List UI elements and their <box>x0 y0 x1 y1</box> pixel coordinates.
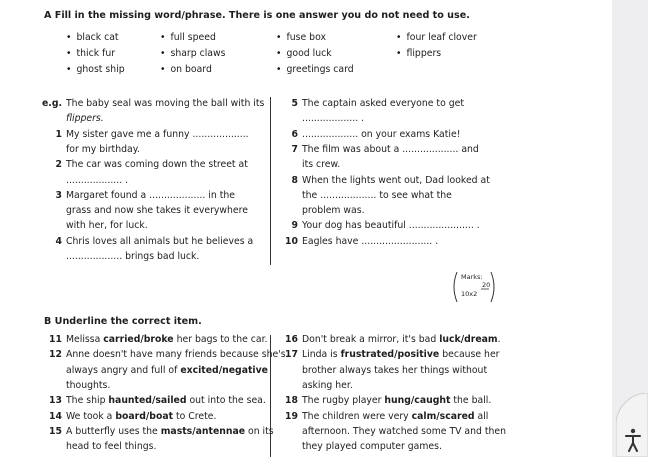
item-text-part: Anne doesn't have many friends because she's <box>66 349 286 361</box>
item-text-part: to Crete. <box>173 410 217 422</box>
section-a-title: A Fill in the missing word/phrase. There is one answer you do not need to use. <box>44 10 470 21</box>
item-text-part: the ball. <box>450 395 492 407</box>
item-text-part: The rugby player <box>302 395 385 407</box>
choice-pair[interactable]: calm/scared <box>411 410 475 422</box>
item-text <box>66 395 266 407</box>
option-item: • ghost ship <box>66 64 125 76</box>
item-text: ................... on your exams Katie! <box>302 128 461 140</box>
item-text-part: out into the sea. <box>186 395 266 407</box>
item-number: 1 <box>55 128 62 140</box>
item-number: 8 <box>291 174 298 186</box>
item-text: My sister gave me a funny ................... <box>66 128 249 140</box>
item-text-part: Don't break a mirror, it's bad <box>302 334 440 345</box>
item-number: 11 <box>49 334 62 345</box>
item-text: its crew. <box>302 159 341 171</box>
scroll-gutter <box>612 0 648 457</box>
item-text-part: all <box>474 410 489 422</box>
accessibility-person-icon <box>616 393 648 457</box>
marks-sub: 10x2 <box>461 290 478 298</box>
item-number: 7 <box>291 143 298 155</box>
item-text-part: brother always takes her things without <box>302 364 488 376</box>
item-text: ................... . <box>66 174 129 186</box>
choice-pair[interactable]: haunted/sailed <box>108 395 187 407</box>
choice-pair[interactable]: masts/antennae <box>160 425 246 437</box>
item-number: 9 <box>291 220 298 232</box>
item-number: 18 <box>285 395 298 407</box>
item-number: 15 <box>49 425 62 437</box>
item-number: 17 <box>285 349 298 361</box>
item-text: The baby seal was moving the ball with its <box>66 98 265 109</box>
marks-box <box>451 270 497 304</box>
item-text: with her, for luck. <box>66 220 148 232</box>
choice-pair[interactable]: board/boat <box>115 410 174 422</box>
item-text <box>66 334 268 346</box>
item-number: 5 <box>291 98 298 109</box>
choice-pair[interactable]: hung/caught <box>384 395 451 407</box>
option-item: • good luck <box>276 48 332 60</box>
item-text <box>66 365 268 377</box>
item-number: 3 <box>55 189 62 201</box>
item-text: Chris loves all animals but he believes a <box>66 235 254 247</box>
item-text <box>302 380 353 392</box>
item-text: grass and now she takes it everywhere <box>66 205 248 217</box>
option-item: • flippers <box>396 48 441 60</box>
item-number: 10 <box>285 235 298 247</box>
choice-pair[interactable]: excited/negative <box>180 364 268 376</box>
item-text-part: asking her. <box>302 379 353 391</box>
item-text-part: because her <box>439 349 500 361</box>
option-item: • full speed <box>160 32 216 44</box>
option-item: • black cat <box>66 32 119 44</box>
option-item: • fuse box <box>276 32 326 44</box>
item-text: for my birthday. <box>66 143 140 155</box>
item-text: ................... . <box>302 113 365 125</box>
item-text <box>66 380 110 392</box>
item-text <box>302 395 491 407</box>
item-number: 16 <box>285 334 298 345</box>
option-item: • sharp claws <box>160 48 225 60</box>
choice-pair[interactable]: luck/dream <box>439 334 498 345</box>
item-number: e.g. <box>42 98 63 109</box>
item-text <box>66 411 216 423</box>
item-text: Your dog has beautiful ...................... . <box>302 220 480 232</box>
item-text <box>302 365 487 377</box>
option-item: • on board <box>160 64 212 76</box>
choice-pair[interactable]: carried/broke <box>103 334 174 345</box>
item-number: 12 <box>49 349 62 361</box>
item-number: 19 <box>285 410 298 422</box>
item-text-part: thoughts. <box>66 379 111 391</box>
choice-pair[interactable]: frustrated/positive <box>340 349 440 361</box>
item-text: The captain asked everyone to get <box>302 98 464 109</box>
item-text: Eagles have ........................ . <box>302 235 439 247</box>
column-divider <box>270 97 271 265</box>
item-text <box>302 441 442 453</box>
accessibility-button[interactable] <box>616 393 648 457</box>
item-number: 13 <box>49 395 62 407</box>
item-text: The film was about a ................... and <box>302 143 479 155</box>
marks-total: 20 <box>482 281 491 289</box>
item-text-part: always angry and full of <box>66 364 181 376</box>
item-text-part: head to feel things. <box>66 441 157 453</box>
item-text: problem was. <box>302 205 365 217</box>
item-number: 4 <box>55 235 62 247</box>
item-text-part: A butterfly uses the <box>66 425 161 437</box>
item-text <box>66 349 286 361</box>
item-text-part: The children were very <box>302 410 412 422</box>
option-item: • greetings card <box>276 64 354 76</box>
item-text-part: on its <box>245 425 274 437</box>
item-text-part: . <box>497 334 501 345</box>
item-number: 6 <box>291 128 298 140</box>
item-text: the ................... to see what the <box>302 189 452 201</box>
item-text <box>66 441 156 453</box>
item-text: flippers. <box>66 113 104 125</box>
item-text-part: Linda is <box>302 349 341 361</box>
item-text-part: We took a <box>66 410 116 422</box>
section-b-title: B Underline the correct item. <box>44 316 202 327</box>
item-text <box>302 334 501 346</box>
item-text <box>302 349 499 361</box>
item-text: The car was coming down the street at <box>66 159 248 171</box>
marks-label: Marks: <box>461 273 483 281</box>
item-text: Margaret found a ................... in the <box>66 189 235 201</box>
option-item: • four leaf clover <box>396 32 477 44</box>
item-text: ................... brings bad luck. <box>66 251 200 262</box>
item-text: When the lights went out, Dad looked at <box>302 174 490 186</box>
item-text-part: they played computer games. <box>302 441 442 453</box>
item-number: 14 <box>49 410 62 422</box>
item-text-part: afternoon. They watched some TV and then <box>302 425 507 437</box>
option-item: • thick fur <box>66 48 115 60</box>
item-text <box>302 426 506 438</box>
item-text-part: Melissa <box>66 334 104 345</box>
item-number: 2 <box>55 159 62 171</box>
item-text-part: her bags to the car. <box>173 334 268 345</box>
item-text <box>66 426 274 438</box>
item-text <box>302 411 488 423</box>
item-text-part: The ship <box>66 395 109 407</box>
